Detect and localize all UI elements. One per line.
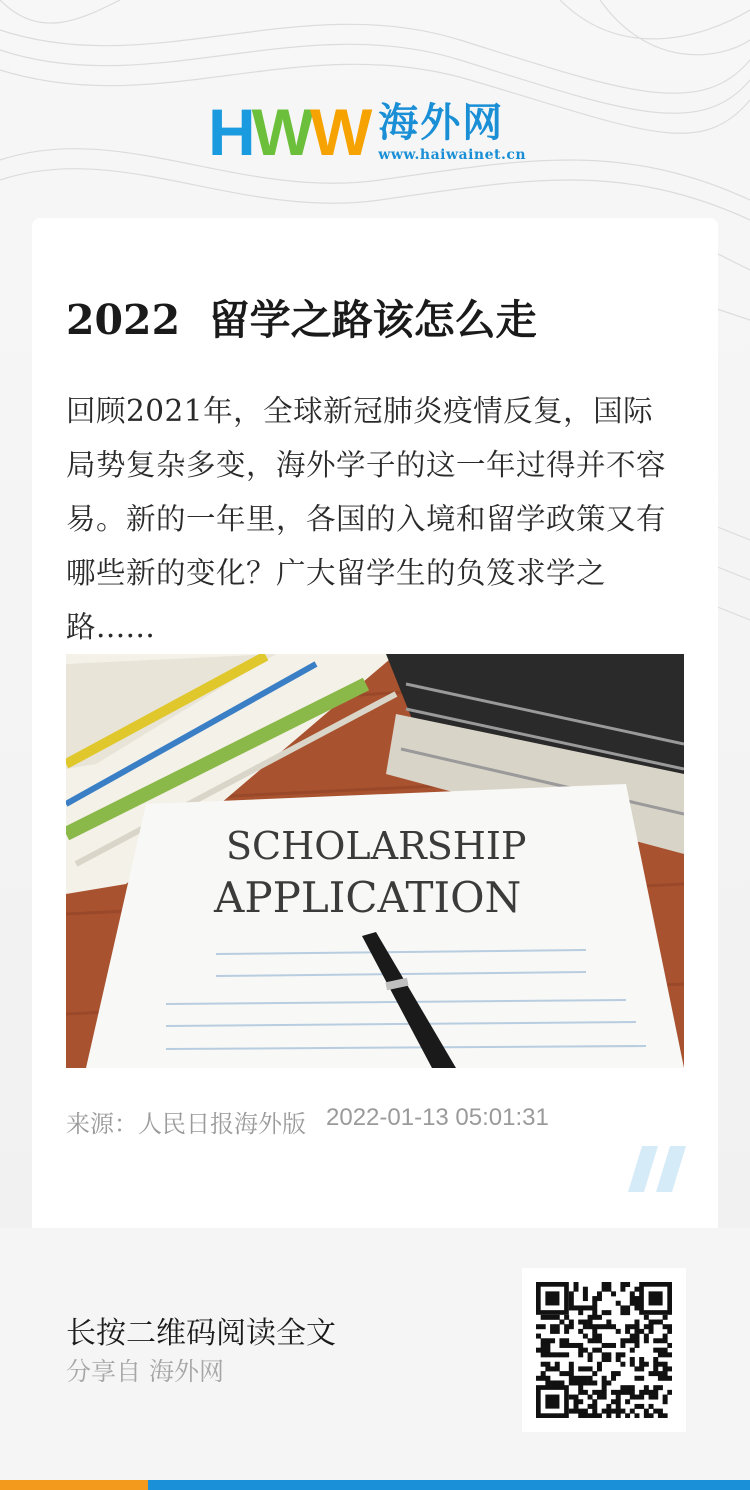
shared-from-label: 分享自 海外网 xyxy=(66,1357,224,1386)
double-slash-icon xyxy=(628,1146,688,1192)
article-card xyxy=(32,218,718,1228)
bottom-accent-orange xyxy=(0,1480,148,1490)
svg-text:APPLICATION: APPLICATION xyxy=(214,873,522,922)
bottom-accent-bar xyxy=(0,1480,750,1490)
scholarship-photo xyxy=(66,654,684,1068)
logo-letters xyxy=(208,95,369,169)
svg-text:SCHOLARSHIP: SCHOLARSHIP xyxy=(226,824,527,868)
qr-code-icon[interactable] xyxy=(522,1268,686,1432)
share-footer xyxy=(0,1228,750,1480)
logo-letter-w2: W xyxy=(309,95,369,169)
read-full-text-prompt: 长按二维码阅读全文 xyxy=(66,1316,336,1351)
article-meta xyxy=(66,1104,549,1139)
logo-name-cn: 海外网 xyxy=(378,99,505,146)
article-title: 2022 留学之路该怎么走 xyxy=(66,296,537,344)
logo-url: www.haiwainet.cn xyxy=(378,147,527,163)
article-summary: 回顾2021年，全球新冠肺炎疫情反复，国际局势复杂多变，海外学子的这一年过得并不容易。新的一年里，各国的入境和留学政策又有哪些新的变化？广大留学生的负笈求学之路...... xyxy=(66,394,667,644)
article-datetime: 2022-01-13 05:01:31 xyxy=(326,1104,549,1131)
article-source: 来源：人民日报海外版 xyxy=(66,1111,306,1138)
logo-letter-h: H xyxy=(208,95,252,169)
logo-letter-w1: W xyxy=(251,95,310,169)
haiwainet-logo xyxy=(208,96,548,168)
